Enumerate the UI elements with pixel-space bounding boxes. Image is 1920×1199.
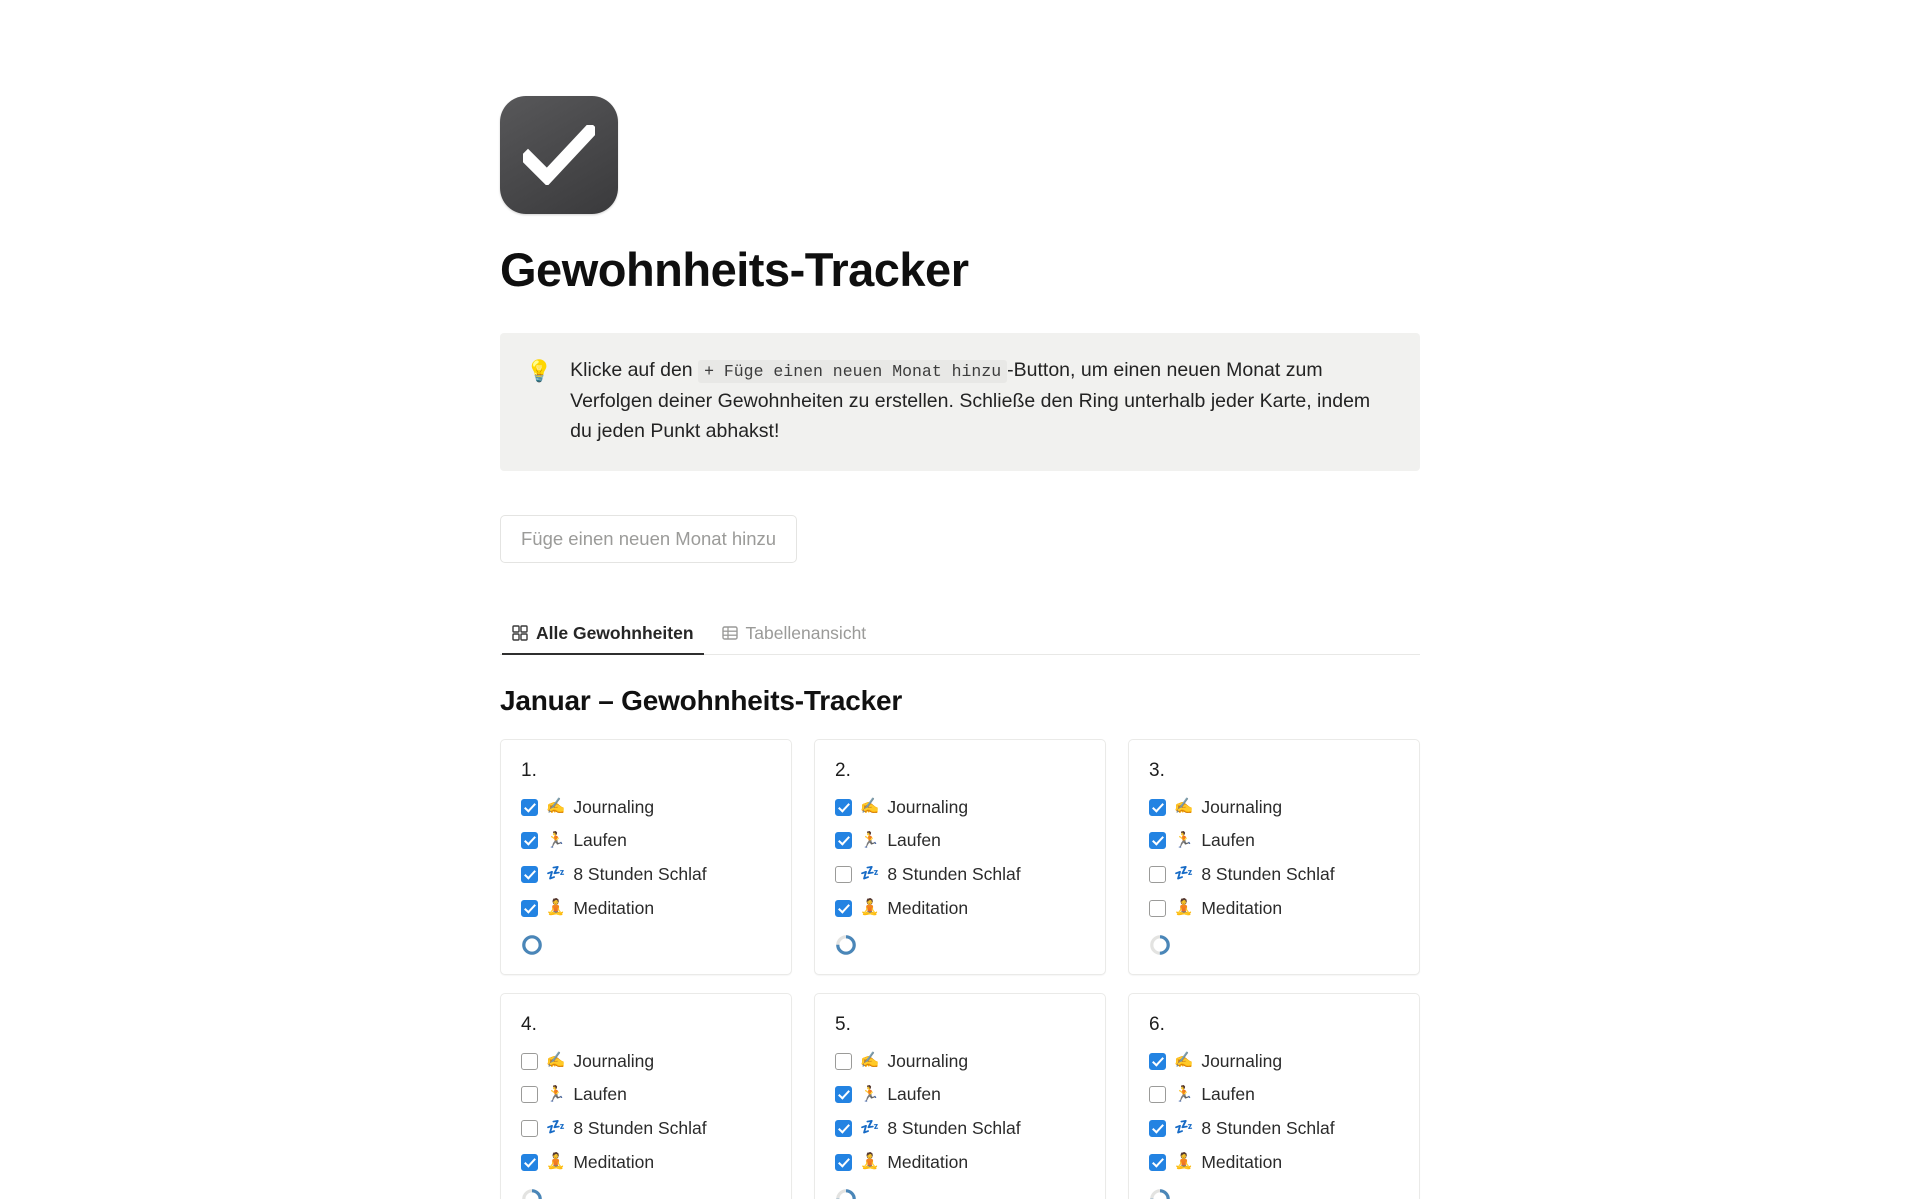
progress-ring [835,1188,1085,1199]
habit-checkbox[interactable] [835,799,852,816]
habit-row [1149,1050,1399,1073]
habit-row [835,829,1085,852]
habit-emoji-icon: 🏃 [546,1085,566,1103]
habit-label: Meditation [1201,897,1283,918]
page-content [500,0,1420,1199]
habit-card-title: 4. [521,1013,537,1035]
progress-ring [1149,1188,1399,1199]
habit-checkbox[interactable] [835,1120,852,1137]
habit-emoji-icon: ✍️ [1174,797,1194,815]
habit-checkbox[interactable] [1149,900,1166,917]
habit-label: Laufen [1201,830,1255,851]
habit-label: Meditation [1201,1151,1283,1172]
habit-label: Meditation [887,897,969,918]
habit-label: 8 Stunden Schlaf [1201,864,1335,885]
progress-ring [835,934,1085,956]
habit-row [521,1050,771,1073]
board-title: Januar – Gewohnheits-Tracker [500,684,903,716]
habit-card-title: 3. [1149,759,1165,781]
habit-row [1149,1083,1399,1106]
habit-checkbox[interactable] [1149,1086,1166,1103]
tab-label: Tabellenansicht [745,622,867,643]
habit-checkbox[interactable] [521,799,538,816]
habit-checkbox[interactable] [835,900,852,917]
habit-label: Meditation [573,897,655,918]
habit-emoji-icon: 🧘 [1174,899,1194,917]
habit-checkbox[interactable] [835,866,852,883]
callout-text-after: -Button, um einen neuen Monat zum Verfolgen deiner Gewohnheiten zu erstellen. Schließe den Ring unterhalb jeder Karte, indem du jeden Punkt abhakst! [570,359,1371,443]
page-title: Gewohnheits-Tracker [500,243,969,296]
habit-row [521,796,771,819]
habit-label: Laufen [573,1084,627,1105]
habit-row [521,1083,771,1106]
habit-row [1149,1117,1399,1140]
habit-row [521,1117,771,1140]
habit-row [521,1151,771,1174]
habit-card[interactable] [1128,993,1420,1199]
habit-row [1149,897,1399,920]
habit-emoji-icon: 💤 [1174,1119,1194,1137]
habit-label: 8 Stunden Schlaf [573,864,707,885]
habit-row [835,1083,1085,1106]
habit-card-title: 2. [835,759,851,781]
habit-checkbox[interactable] [835,832,852,849]
table-view-icon [722,625,738,641]
habit-label: Journaling [573,796,655,817]
habit-checkbox[interactable] [521,832,538,849]
habit-row [835,796,1085,819]
habit-card-title: 5. [835,1013,851,1035]
habit-row [835,1117,1085,1140]
habit-card-title: 6. [1149,1013,1165,1035]
view-tabs [500,617,1420,655]
tab-tabellenansicht[interactable] [712,617,877,654]
habit-row [835,897,1085,920]
habit-row [521,829,771,852]
habit-label: Journaling [887,796,969,817]
habit-emoji-icon: 💤 [860,1119,880,1137]
add-month-button[interactable]: Füge einen neuen Monat hinzu [500,515,797,563]
habit-card[interactable] [814,739,1106,975]
habit-emoji-icon: 🧘 [546,899,566,917]
habit-checkbox[interactable] [1149,1120,1166,1137]
checkmark-app-icon [500,96,618,214]
habit-emoji-icon: 🏃 [860,1085,880,1103]
habit-card[interactable] [814,993,1106,1199]
habit-label: Laufen [887,830,941,851]
habit-emoji-icon: ✍️ [860,1051,880,1069]
habit-emoji-icon: 💤 [546,1119,566,1137]
habit-checkbox[interactable] [1149,1053,1166,1070]
habit-row [835,1050,1085,1073]
habit-emoji-icon: 💤 [860,865,880,883]
habit-checkbox[interactable] [521,1053,538,1070]
habit-checkbox[interactable] [521,900,538,917]
habit-checkbox[interactable] [835,1086,852,1103]
habit-label: 8 Stunden Schlaf [573,1118,707,1139]
callout-inline-code: + Füge einen neuen Monat hinzu [698,360,1007,383]
habit-row [1149,829,1399,852]
callout-text-before: Klicke auf den [570,359,693,382]
tab-label: Alle Gewohnheiten [536,622,694,643]
habit-emoji-icon: ✍️ [546,1051,566,1069]
progress-ring [521,1188,771,1199]
habit-row [521,897,771,920]
habit-emoji-icon: 🧘 [860,1153,880,1171]
habit-card[interactable] [500,739,792,975]
habit-label: 8 Stunden Schlaf [887,1118,1021,1139]
habit-card-title: 1. [521,759,537,781]
habit-emoji-icon: 🧘 [546,1153,566,1171]
habit-card[interactable] [1128,739,1420,975]
habit-label: Journaling [1201,796,1283,817]
habit-emoji-icon: 🧘 [1174,1153,1194,1171]
habit-checkbox[interactable] [521,1154,538,1171]
habit-emoji-icon: 💤 [1174,865,1194,883]
habit-label: Laufen [1201,1084,1255,1105]
habit-label: Journaling [1201,1050,1283,1071]
callout [500,333,1420,470]
habit-row [521,863,771,886]
progress-ring [521,934,771,956]
habit-label: Laufen [573,830,627,851]
habit-label: 8 Stunden Schlaf [1201,1118,1335,1139]
habit-label: Laufen [887,1084,941,1105]
progress-ring [1149,934,1399,956]
habit-label: Meditation [887,1151,969,1172]
habit-row [835,863,1085,886]
lightbulb-icon: 💡 [526,360,553,384]
habit-emoji-icon: 🧘 [860,899,880,917]
habit-emoji-icon: ✍️ [1174,1051,1194,1069]
tab-alle-gewohnheiten[interactable] [502,617,704,654]
habit-label: Meditation [573,1151,655,1172]
habit-checkbox[interactable] [1149,866,1166,883]
habit-checkbox[interactable] [1149,832,1166,849]
habit-checkbox[interactable] [521,1120,538,1137]
habit-label: 8 Stunden Schlaf [887,864,1021,885]
habit-checkbox[interactable] [835,1154,852,1171]
habit-checkbox[interactable] [521,866,538,883]
callout-text [570,355,1394,446]
habit-label: Journaling [573,1050,655,1071]
habit-emoji-icon: ✍️ [860,797,880,815]
habit-row [1149,1151,1399,1174]
gallery-view-icon [512,625,528,641]
habit-card[interactable] [500,993,792,1199]
habit-row [1149,863,1399,886]
habit-emoji-icon: 🏃 [546,831,566,849]
habit-emoji-icon: 💤 [546,865,566,883]
habit-emoji-icon: 🏃 [1174,831,1194,849]
habit-checkbox[interactable] [1149,799,1166,816]
habit-emoji-icon: ✍️ [546,797,566,815]
habit-row [1149,796,1399,819]
habit-label: Journaling [887,1050,969,1071]
habit-checkbox[interactable] [1149,1154,1166,1171]
habit-checkbox[interactable] [835,1053,852,1070]
habit-row [835,1151,1085,1174]
habit-card-grid [500,739,1420,1199]
habit-emoji-icon: 🏃 [860,831,880,849]
habit-emoji-icon: 🏃 [1174,1085,1194,1103]
habit-checkbox[interactable] [521,1086,538,1103]
